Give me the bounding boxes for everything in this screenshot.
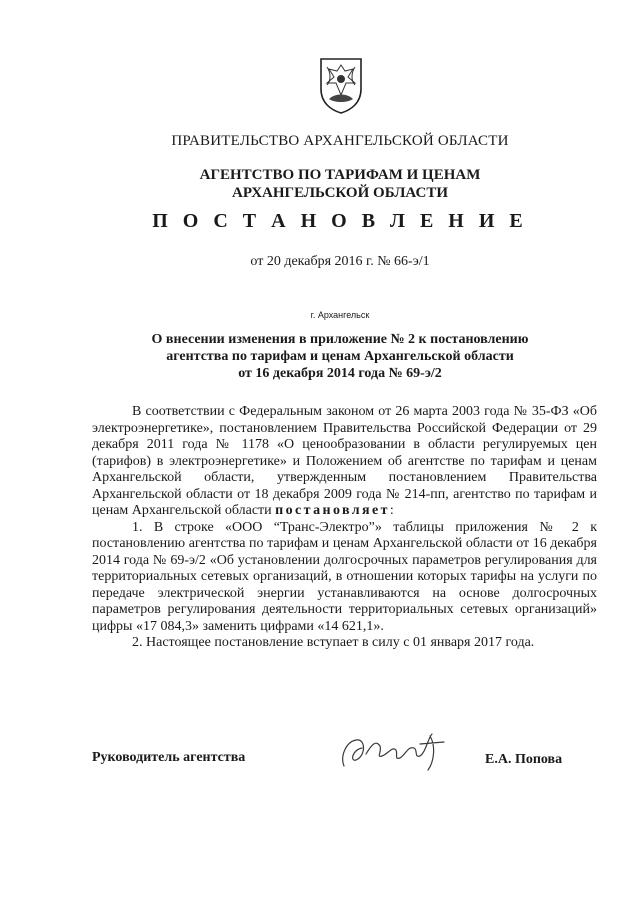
signatory-name: Е.А. Попова [485,752,563,767]
agency-name [60,166,620,202]
coat-of-arms-icon [317,55,365,115]
decrees-colon: : [389,503,394,518]
preamble-paragraph [92,404,597,520]
agency-name-line2: АРХАНГЕЛЬСКОЙ ОБЛАСТИ [232,185,448,201]
subject-line3: от 16 декабря 2014 года № 69-э/2 [238,366,442,381]
document-body [92,404,597,652]
item-2-paragraph: 2. Настоящее постановление вступает в силу с 01 января 2017 года. [132,635,535,650]
document-city: г. Архангельск [310,310,370,320]
document-date-number: от 20 декабря 2016 г. № 66-э/1 [250,254,430,269]
document-subject [60,331,620,382]
agency-name-line1: АГЕНТСТВО ПО ТАРИФАМ И ЦЕНАМ [199,167,481,183]
preamble-text: В соответствии с Федеральным законом от 26 марта 2003 года № 35-ФЗ «Об электроэнергетике», постановлением Правительства Российской Федерации от 29 декабря 2011 года № 1178 «О ценообразовании в области регулируемых цен (тарифов) в электроэнергетике» и Положением об агентстве по тарифам и ценам Архангельской области, утвержденным постановлением Правительства Архангельской области от 18 декабря 2009 года № 214-пп, агентство по тарифам и ценам Архангельской области [92,404,597,518]
government-name: ПРАВИТЕЛЬСТВО АРХАНГЕЛЬСКОЙ ОБЛАСТИ [171,133,509,149]
decrees-word: постановляет [275,503,390,518]
handwritten-signature-icon [336,726,454,774]
subject-line2: агентства по тарифам и ценам Архангельской области [166,349,514,364]
document-type: П О С Т А Н О В Л Е Н И Е [152,210,528,232]
signatory-title: Руководитель агентства [92,750,246,765]
item-1-paragraph: 1. В строке «ООО “Транс-Электро”» таблицы приложения № 2 к постановлению агентства по тарифам и ценам Архангельской области от 16 декабря 2014 года № 69-э/2 «Об установлении долгосрочных параметров регулирования для территориальных сетевых организаций, в отношении которых тарифы на услуги по передаче электрической энергии устанавливаются на основе долгосрочных параметров регулирования деятельности территориальных сетевых организаций» цифры «17 084,3» заменить цифрами «14 621,1». [92,519,597,634]
subject-line1: О внесении изменения в приложение № 2 к постановлению [151,332,529,347]
